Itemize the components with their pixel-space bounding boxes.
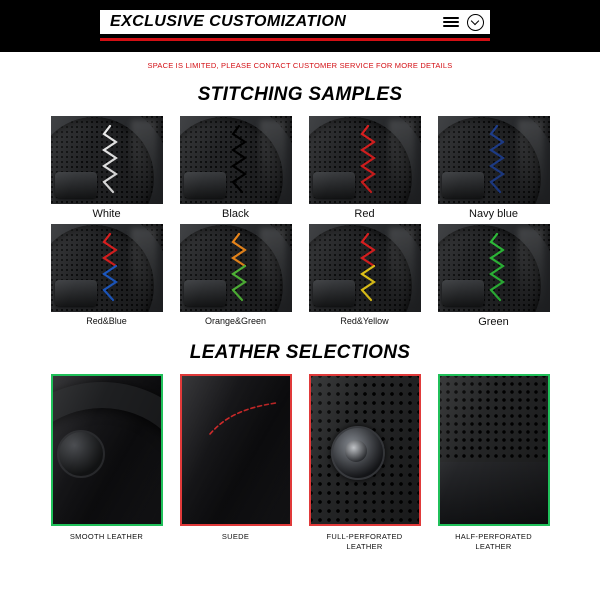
stitch-sample-label: Red <box>354 208 375 220</box>
header-inner <box>100 10 490 41</box>
leather-image-full-perforated <box>309 374 421 526</box>
sheen <box>51 116 163 204</box>
stitch-sample[interactable] <box>51 224 163 328</box>
stitch-sample-label: Red&Blue <box>86 316 127 326</box>
sheen <box>180 116 292 204</box>
section-title-leather: LEATHER SELECTIONS <box>189 342 411 363</box>
sheen <box>180 374 292 526</box>
stitch-sample-label: Green <box>478 316 509 328</box>
leather-option[interactable] <box>51 374 163 552</box>
sheen <box>438 374 550 526</box>
header-bar <box>100 10 490 34</box>
sheen <box>438 224 550 312</box>
stitch-sample[interactable] <box>309 116 421 220</box>
stitch-sample-image-red-yellow <box>309 224 421 312</box>
leather-selections-row <box>50 374 550 552</box>
sheen <box>309 116 421 204</box>
section-title-stitching: STITCHING SAMPLES <box>197 84 403 105</box>
leather-option-label: FULL-PERFORATED LEATHER <box>326 532 403 552</box>
subtitle-notice: SPACE IS LIMITED, PLEASE CONTACT CUSTOMER SERVICE FOR MORE DETAILS <box>147 61 453 70</box>
sheen <box>438 116 550 204</box>
leather-image-suede <box>180 374 292 526</box>
stitch-sample[interactable] <box>309 224 421 328</box>
stitch-sample-label: White <box>92 208 121 220</box>
stitching-samples-grid <box>50 116 550 328</box>
sheen <box>51 224 163 312</box>
stitch-sample-image-red <box>309 116 421 204</box>
stitch-sample-image-white <box>51 116 163 204</box>
leather-option[interactable] <box>180 374 292 552</box>
stitch-sample-image-orange-green <box>180 224 292 312</box>
stitch-sample[interactable] <box>438 224 550 328</box>
header-icons <box>443 14 484 31</box>
page-title: EXCLUSIVE CUSTOMIZATION <box>110 13 347 30</box>
stitch-sample-label: Red&Yellow <box>340 316 389 326</box>
stitch-sample[interactable] <box>180 224 292 328</box>
stitch-sample-image-green <box>438 224 550 312</box>
stitch-sample-image-navy-blue <box>438 116 550 204</box>
leather-option-label: SMOOTH LEATHER <box>69 532 144 541</box>
leather-option[interactable] <box>309 374 421 552</box>
leather-image-smooth <box>51 374 163 526</box>
stitch-sample-label: Orange&Green <box>204 316 267 326</box>
sheen <box>309 224 421 312</box>
leather-option-label: SUEDE <box>221 532 250 541</box>
stitch-sample-image-black <box>180 116 292 204</box>
header <box>0 0 600 52</box>
stitch-sample[interactable] <box>438 116 550 220</box>
leather-option-label: HALF-PERFORATED LEATHER <box>455 532 532 552</box>
stitch-sample-label: Navy blue <box>469 208 518 220</box>
header-accent-underline <box>100 38 490 41</box>
sheen <box>51 374 163 526</box>
sheen <box>180 224 292 312</box>
stitch-sample[interactable] <box>51 116 163 220</box>
stitch-sample-image-red-blue <box>51 224 163 312</box>
leather-image-half-perforated <box>438 374 550 526</box>
sheen <box>309 374 421 526</box>
menu-icon[interactable] <box>443 16 459 28</box>
chevron-down-circle-icon[interactable] <box>467 14 484 31</box>
stitch-sample[interactable] <box>180 116 292 220</box>
stitch-sample-label: Black <box>222 208 249 220</box>
leather-option[interactable] <box>438 374 550 552</box>
